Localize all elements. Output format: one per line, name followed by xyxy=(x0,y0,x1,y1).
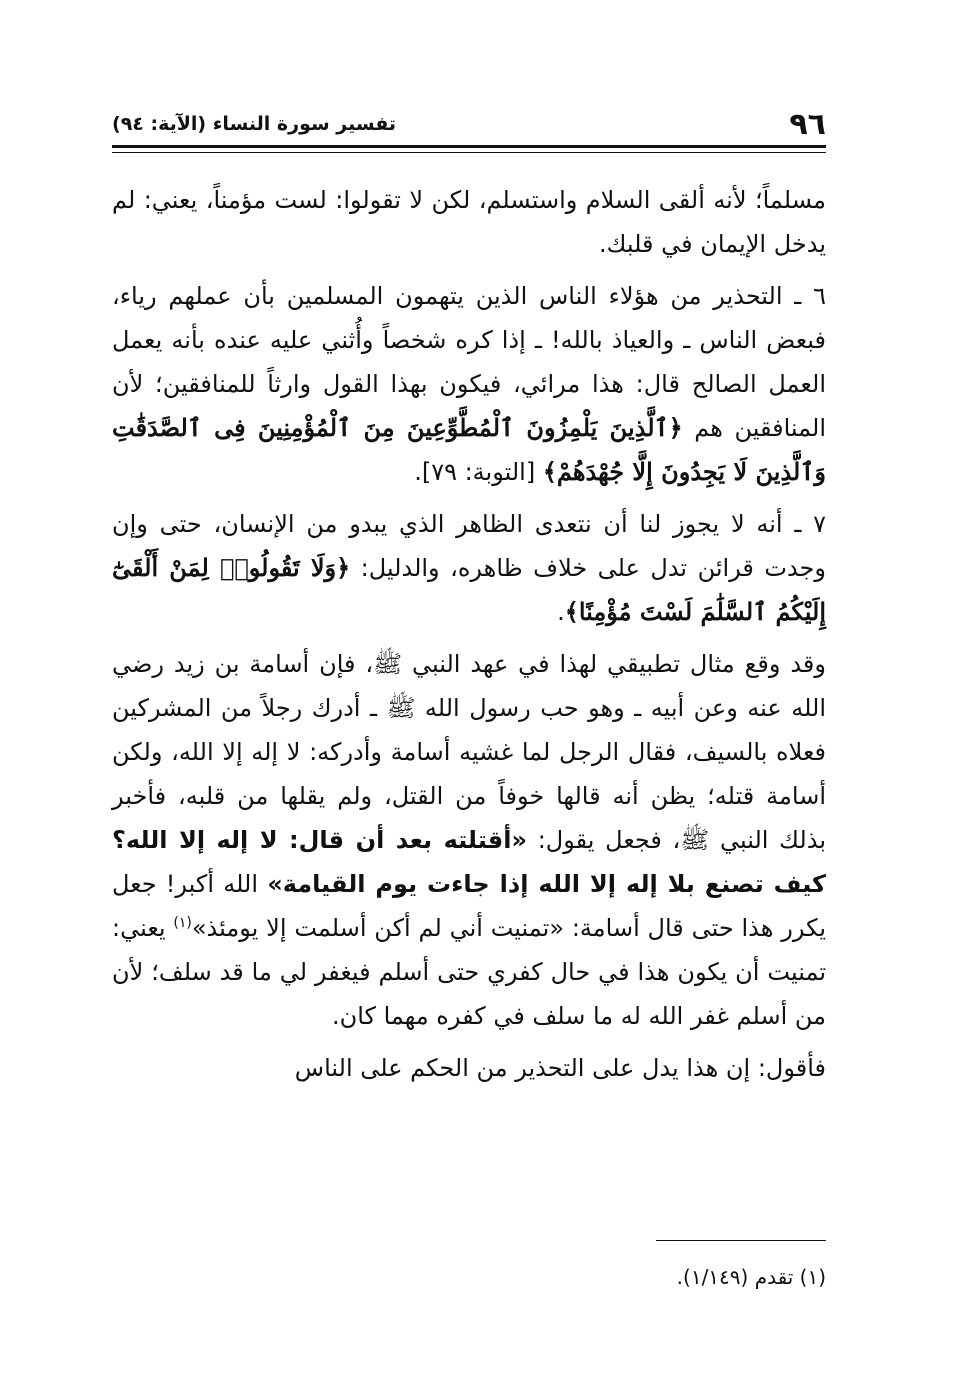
paragraph-4 xyxy=(112,642,826,1038)
paragraph-4-text-middle: الله أكبر! جعل يكرر هذا حتى قال أسامة: «تمنيت أني لم أكن أسلمت إلا يومئذ» xyxy=(112,870,826,942)
footnote-reference: (١) xyxy=(173,915,192,931)
page-number: ٩٦ xyxy=(789,106,826,142)
quran-verse-nisa-94: ﴿وَلَا تَقُولُوا۟ لِمَنْ أَلْقَىٰٓ إِلَيْكُمُ ٱلسَّلَٰمَ لَسْتَ مُؤْمِنًا﴾ xyxy=(112,553,826,626)
paragraph-2 xyxy=(112,274,826,494)
footnote-rule xyxy=(656,1240,826,1241)
paragraph-5: فأقول: إن هذا يدل على التحذير من الحكم على الناس xyxy=(294,1054,826,1082)
paragraph-3-text-after: . xyxy=(557,598,565,626)
running-title: تفسير سورة النساء (الآية: ٩٤) xyxy=(112,113,397,135)
header-rule-thick xyxy=(112,145,826,148)
hadith-quote: «أقتلته بعد أن قال: لا إله إلا الله؟ كيف تصنع بلا إله إلا الله إذا جاءت يوم القيامة» xyxy=(112,826,827,898)
paragraph-4-text-before: وقد وقع مثال تطبيقي لهذا في عهد النبي ﷺ، فإن أسامة بن زيد رضي الله عنه وعن أبيه ـ وهو حب رسول الله ﷺ ـ أدرك رجلاً من المشركين فعلاه بالسيف، فقال الرجل لما غشيه أسامة وأدركه: لا إله إلا الله، ولكن أسامة قتله؛ يظن أنه قالها خوفاً من القتل، ولم يقلها من قلبه، فأخبر بذلك النبي ﷺ، فجعل يقول: xyxy=(112,650,826,854)
paragraph-2-text-before: ٦ ـ التحذير من هؤلاء الناس الذين يتهمون المسلمين بأن عملهم رياء، فبعض الناس ـ والعياذ بالله! ـ إذا كره شخصاً وأُثني عليه عنده بأنه يعمل العمل الصالح قال: هذا مرائي، فيكون بهذا القول وارثاً للمنافقين؛ لأن المنافقين هم xyxy=(112,282,826,442)
header-rule-thin xyxy=(112,152,826,153)
paragraph-4-text-after: يعني: تمنيت أن يكون هذا في حال كفري حتى أسلم فيغفر لي ما قد سلف؛ لأن من أسلم غفر الله له ما سلف في كفره مهما كان. xyxy=(112,914,826,1030)
page-header xyxy=(112,104,826,144)
main-text xyxy=(112,178,826,1098)
paragraph-3 xyxy=(112,502,826,634)
footnote: (١) تقدم (١/١٤٩). xyxy=(676,1265,826,1289)
quran-verse-tawbah-79: ﴿ٱلَّذِينَ يَلْمِزُونَ ٱلْمُطَّوِّعِينَ مِنَ ٱلْمُؤْمِنِينَ فِى ٱلصَّدَقَٰتِ وَٱلَّذِينَ لَا يَجِدُونَ إِلَّا جُهْدَهُمْ﴾ xyxy=(112,413,826,486)
paragraph-3-text-before: ٧ ـ أنه لا يجوز لنا أن نتعدى الظاهر الذي يبدو من الإنسان، حتى وإن وجدت قرائن تدل على خلاف ظاهره، والدليل: xyxy=(112,510,826,582)
paragraph-2-citation: [التوبة: ٧٩]. xyxy=(414,458,543,486)
paragraph-1: مسلماً؛ لأنه ألقى السلام واستسلم، لكن لا تقولوا: لست مؤمناً، يعني: لم يدخل الإيمان في قلبك. xyxy=(112,186,826,258)
